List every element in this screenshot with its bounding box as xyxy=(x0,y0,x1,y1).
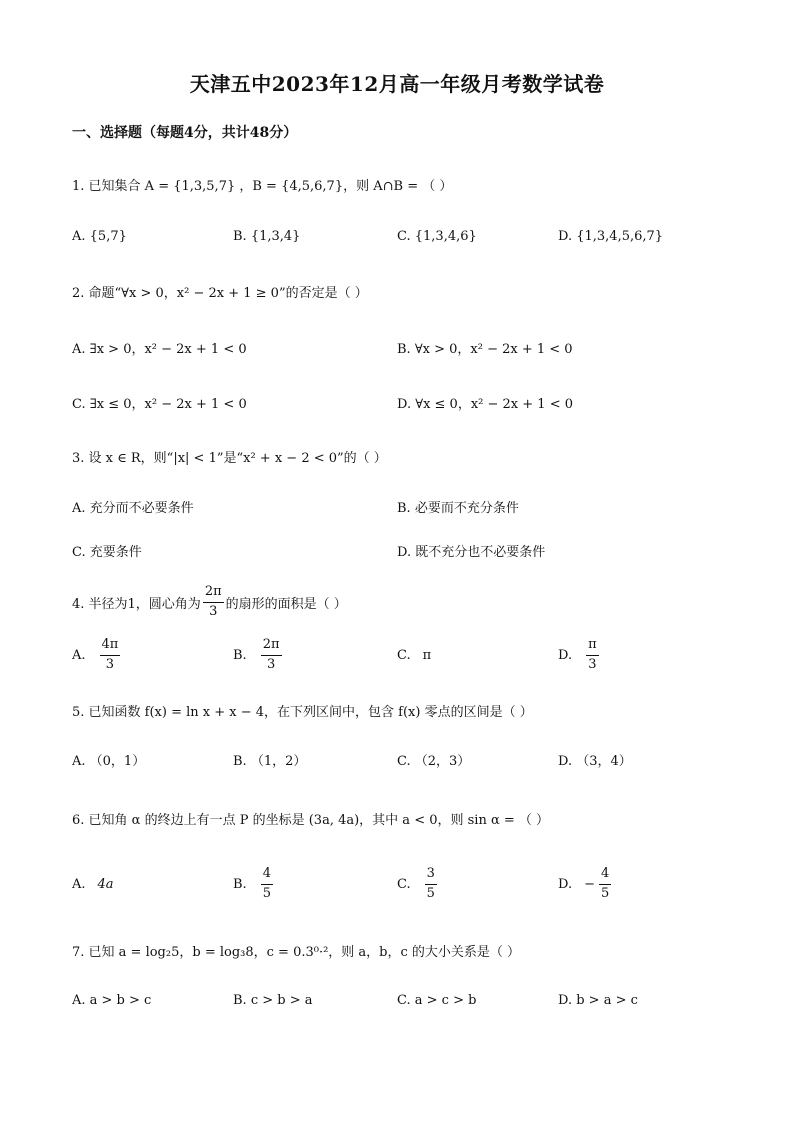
page-title: 天津五中2023年12月高一年级月考数学试卷 xyxy=(189,72,605,96)
option-fraction xyxy=(100,638,121,672)
q2-option-c[interactable]: C. ∃x ≤ 0，x² − 2x + 1 < 0 xyxy=(72,396,247,412)
q7-option-c[interactable]: C. a > c > b xyxy=(397,992,477,1008)
section-heading: 一、选择题（每题4分，共计48分） xyxy=(72,125,298,141)
question-1: 1. 已知集合 A = {1,3,5,7} ，B = {4,5,6,7}，则 A∩B = （ ） xyxy=(72,178,453,194)
option-fraction xyxy=(261,867,273,901)
q3-option-d[interactable]: D. 既不充分也不必要条件 xyxy=(397,544,546,560)
q6-option-c[interactable] xyxy=(397,864,439,904)
option-text: π xyxy=(422,647,432,663)
option-fraction xyxy=(586,638,599,672)
q5-option-d[interactable]: D. （3，4） xyxy=(558,753,632,769)
q4-fraction-denominator: 3 xyxy=(209,603,218,619)
question-3: 3. 设 x ∈ R，则“|x| < 1”是“x² + x − 2 < 0”的（ ） xyxy=(72,450,387,466)
option-letter: B. xyxy=(233,876,247,892)
q7-option-a[interactable]: A. a > b > c xyxy=(72,992,152,1008)
q1-option-b[interactable]: B. {1,3,4} xyxy=(233,228,301,244)
fraction-denominator: 5 xyxy=(262,885,271,901)
q2-option-a[interactable]: A. ∃x > 0，x² − 2x + 1 < 0 xyxy=(72,341,247,357)
fraction-denominator: 5 xyxy=(601,885,610,901)
fraction-numerator: 4 xyxy=(261,867,273,884)
option-letter: D. xyxy=(558,647,573,663)
fraction-denominator: 3 xyxy=(266,656,276,672)
q6-option-b[interactable] xyxy=(233,864,275,904)
q4-fraction xyxy=(203,585,224,619)
fraction-numerator: 4π xyxy=(100,638,121,655)
option-fraction xyxy=(599,867,611,901)
fraction-denominator: 5 xyxy=(426,885,435,901)
q3-option-b[interactable]: B. 必要而不充分条件 xyxy=(397,500,519,516)
q3-option-a[interactable]: A. 充分而不必要条件 xyxy=(72,500,194,516)
q4-option-a[interactable] xyxy=(72,635,122,675)
q3-option-c[interactable]: C. 充要条件 xyxy=(72,544,142,560)
q4-fraction-numerator: 2π xyxy=(203,585,224,602)
q4-suffix: 的扇形的面积是（ ） xyxy=(225,596,347,612)
q4-option-c[interactable] xyxy=(397,635,431,675)
q5-option-b[interactable]: B. （1，2） xyxy=(233,753,307,769)
fraction-numerator: 4 xyxy=(599,867,611,884)
option-text: 4a xyxy=(97,876,114,892)
q4-prefix: 4. 半径为1，圆心角为 xyxy=(72,596,201,612)
q5-option-a[interactable]: A. （0，1） xyxy=(72,753,146,769)
option-fraction xyxy=(261,638,282,672)
question-4 xyxy=(72,584,347,620)
fraction-numerator: π xyxy=(586,638,599,655)
q2-option-d[interactable]: D. ∀x ≤ 0，x² − 2x + 1 < 0 xyxy=(397,396,573,412)
q7-option-b[interactable]: B. c > b > a xyxy=(233,992,313,1008)
q1-option-c[interactable]: C. {1,3,4,6} xyxy=(397,228,477,244)
question-6: 6. 已知角 α 的终边上有一点 P 的坐标是 (3a, 4a)，其中 a < 0，则 sin α = （ ） xyxy=(72,812,550,828)
q1-option-a[interactable]: A. {5,7} xyxy=(72,228,127,244)
question-7: 7. 已知 a = log₂5，b = log₃8，c = 0.3⁰·²，则 a，b，c 的大小关系是（ ） xyxy=(72,944,521,960)
q1-option-d[interactable]: D. {1,3,4,5,6,7} xyxy=(558,228,664,244)
option-letter: B. xyxy=(233,647,247,663)
q4-option-b[interactable] xyxy=(233,635,284,675)
q6-option-a[interactable] xyxy=(72,864,114,904)
question-2: 2. 命题“∀x > 0，x² − 2x + 1 ≥ 0”的否定是（ ） xyxy=(72,285,368,301)
question-5: 5. 已知函数 f(x) = ln x + x − 4，在下列区间中，包含 f(x) 零点的区间是（ ） xyxy=(72,704,533,720)
minus-sign: − xyxy=(584,876,595,892)
fraction-denominator: 3 xyxy=(105,656,115,672)
option-letter: C. xyxy=(397,876,411,892)
fraction-numerator: 2π xyxy=(261,638,282,655)
q2-option-b[interactable]: B. ∀x > 0，x² − 2x + 1 < 0 xyxy=(397,341,573,357)
fraction-denominator: 3 xyxy=(588,656,597,672)
fraction-numerator: 3 xyxy=(425,867,437,884)
option-letter: A. xyxy=(72,647,86,663)
q4-option-d[interactable] xyxy=(558,635,601,675)
option-letter: C. xyxy=(397,647,411,663)
option-fraction xyxy=(425,867,437,901)
q7-option-d[interactable]: D. b > a > c xyxy=(558,992,638,1008)
option-letter: A. xyxy=(72,876,86,892)
option-letter: D. xyxy=(558,876,573,892)
q6-option-d[interactable] xyxy=(558,864,613,904)
q5-option-c[interactable]: C. （2，3） xyxy=(397,753,471,769)
